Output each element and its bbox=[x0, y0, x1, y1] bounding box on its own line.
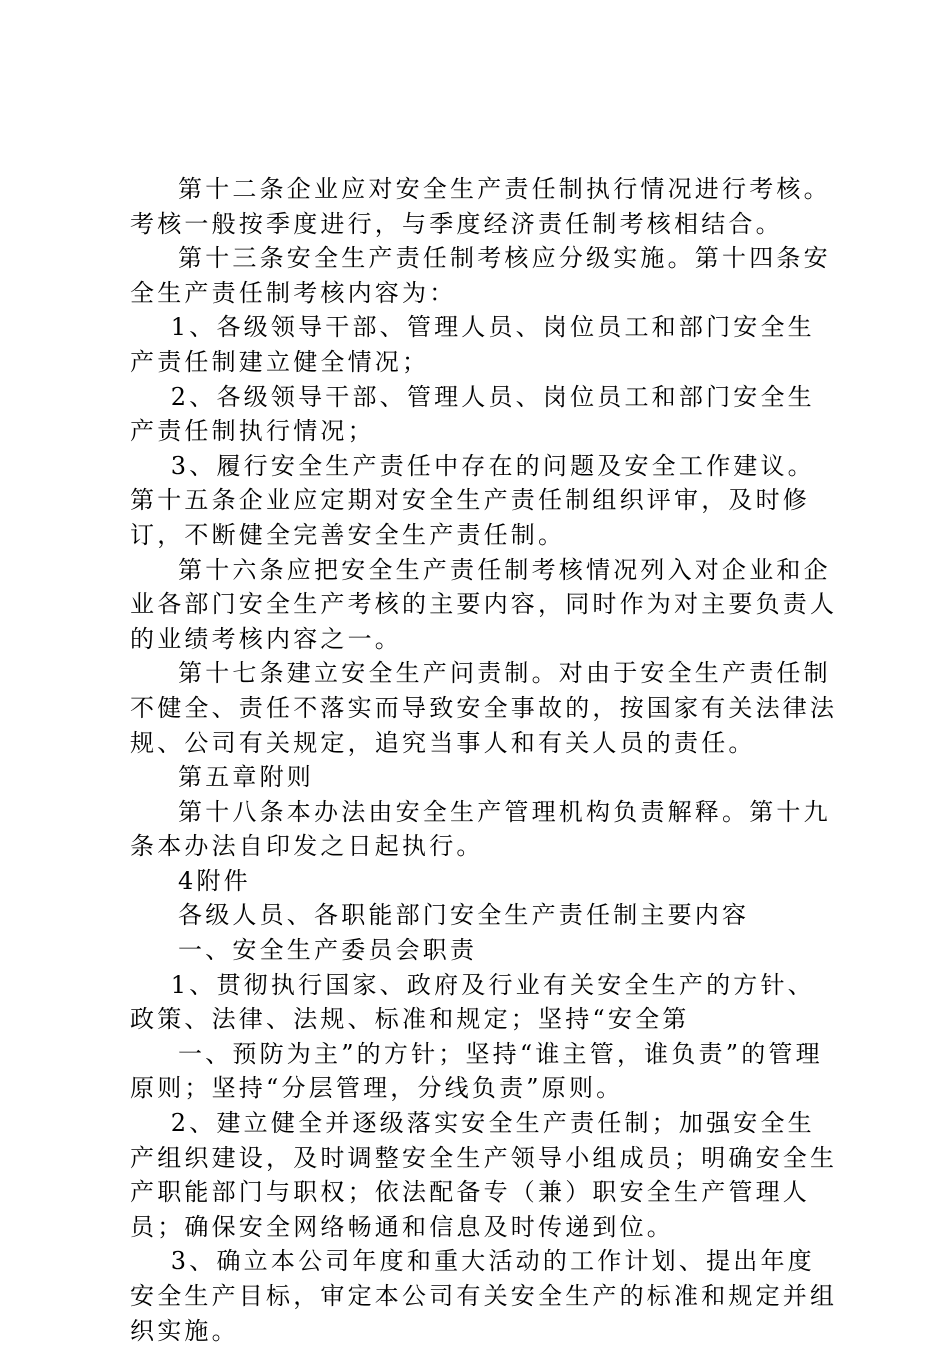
duty-item-1: 1、贯彻执行国家、政府及行业有关安全生产的方针、政策、法律、法规、标准和规定；坚持“安全第 bbox=[130, 970, 815, 1034]
chapter-heading: 第五章附则 bbox=[178, 763, 314, 792]
attachment-heading: 4附件 bbox=[178, 866, 251, 895]
paragraph-article-17: 第十七条建立安全生产问责制。对由于安全生产责任制不健全、责任不落实而导致安全事故的，按国家有关法律法规、公司有关规定，追究当事人和有关人员的责任。 bbox=[130, 659, 838, 757]
duty-item-2: 2、建立健全并逐级落实安全生产责任制；加强安全生产组织建设，及时调整安全生产领导小组成员；明确安全生产职能部门与职权；依法配备专（兼）职安全生产管理人员；确保安全网络畅通和信息及时传递到位。 bbox=[130, 1109, 838, 1241]
paragraph-item-3-article-15: 3、履行安全生产责任中存在的问题及安全工作建议。第十五条企业应定期对安全生产责任制组织评审，及时修订，不断健全完善安全生产责任制。 bbox=[130, 451, 815, 549]
paragraph-article-16: 第十六条应把安全生产责任制考核情况列入对企业和企业各部门安全生产考核的主要内容，同时作为对主要负责人的业绩考核内容之一。 bbox=[130, 555, 838, 653]
paragraph-article-18-19: 第十八条本办法由安全生产管理机构负责解释。第十九条本办法自印发之日起执行。 bbox=[130, 797, 831, 861]
paragraph-article-12: 第十二条企业应对安全生产责任制执行情况进行考核。考核一般按季度进行，与季度经济责任制考核相结合。 bbox=[130, 175, 831, 238]
duty-item-1-continued: 一、预防为主”的方针；坚持“谁主管，谁负责”的管理原则；坚持“分层管理，分线负责”原则。 bbox=[130, 1039, 823, 1103]
attachment-title: 各级人员、各职能部门安全生产责任制主要内容 bbox=[178, 901, 750, 930]
paragraph-item-1: 1、各级领导干部、管理人员、岗位员工和部门安全生产责任制建立健全情况； bbox=[130, 313, 815, 376]
document-body bbox=[130, 172, 842, 1348]
section-heading: 一、安全生产委员会职责 bbox=[178, 936, 478, 965]
paragraph-article-13-14: 第十三条安全生产责任制考核应分级实施。第十四条安全生产责任制考核内容为： bbox=[130, 244, 831, 307]
duty-item-3: 3、确立本公司年度和重大活动的工作计划、提出年度安全生产目标，审定本公司有关安全生产的标准和规定并组织实施。 bbox=[130, 1247, 838, 1345]
paragraph-item-2: 2、各级领导干部、管理人员、岗位员工和部门安全生产责任制执行情况； bbox=[130, 382, 815, 446]
